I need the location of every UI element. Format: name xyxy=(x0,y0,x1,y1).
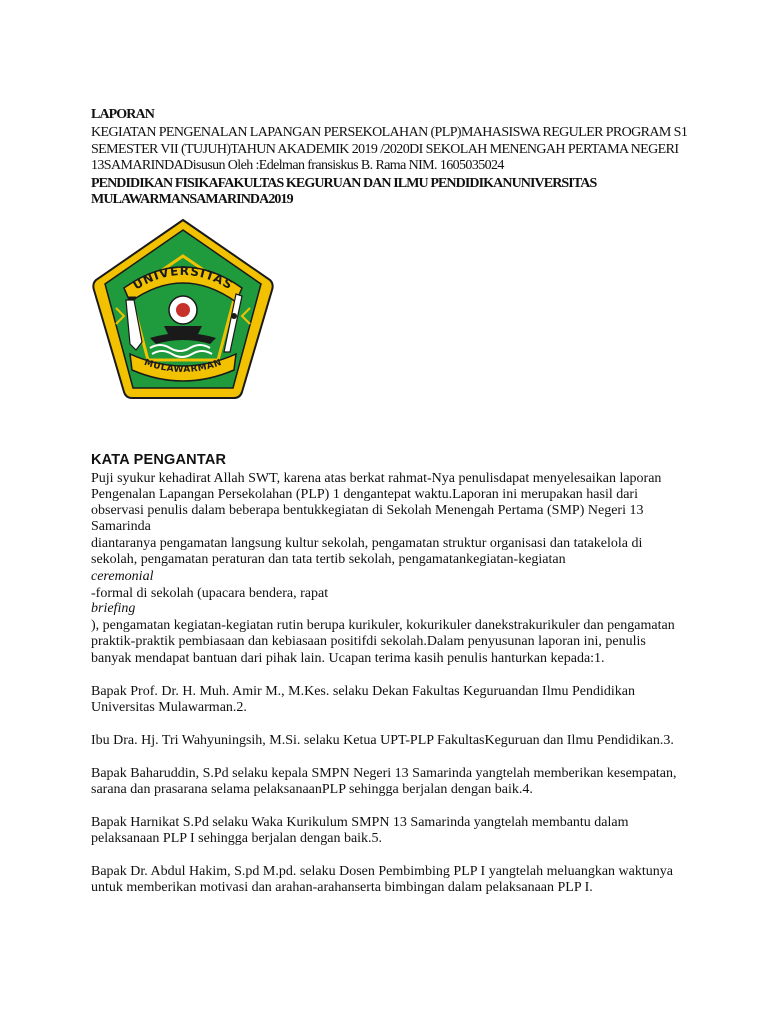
report-subtitle-line-1: KEGIATAN PENGENALAN LAPANGAN PERSEKOLAHAN (PLP)MAHASISWA REGULER PROGRAM S1 xyxy=(91,125,688,140)
body-line-italic: ceremonial xyxy=(91,569,154,584)
body-line: banyak mendapat bantuan dari pihak lain. Ucapan terima kasih penulis hanturkan kepada:1. xyxy=(91,651,605,666)
body-line: Ibu Dra. Hj. Tri Wahyuningsih, M.Si. selaku Ketua UPT-PLP FakultasKeguruan dan Ilmu Pendidikan.3. xyxy=(91,733,674,748)
body-line: Bapak Harnikat S.Pd selaku Waka Kurikulum SMPN 13 Samarinda yangtelah membantu dalam xyxy=(91,815,629,830)
body-line: -formal di sekolah (upacara bendera, rapat xyxy=(91,586,329,601)
body-line: Universitas Mulawarman.2. xyxy=(91,700,247,715)
report-faculty-line-1: PENDIDIKAN FISIKAFAKULTAS KEGURUAN DAN ILMU PENDIDIKANUNIVERSITAS xyxy=(91,176,597,191)
body-line: pelaksanaan PLP I sehingga berjalan dengan baik.5. xyxy=(91,831,383,846)
report-title: LAPORAN xyxy=(91,107,154,122)
body-line: Puji syukur kehadirat Allah SWT, karena atas berkat rahmat-Nya penulisdapat menyelesaikan laporan xyxy=(91,471,662,486)
report-subtitle-line-2: SEMESTER VII (TUJUH)TAHUN AKADEMIK 2019 /2020DI SEKOLAH MENENGAH PERTAMA NEGERI xyxy=(91,142,679,157)
body-line: Bapak Prof. Dr. H. Muh. Amir M., M.Kes. selaku Dekan Fakultas Keguruandan Ilmu Pendidikan xyxy=(91,684,635,699)
body-line: ), pengamatan kegiatan-kegiatan rutin berupa kurikuler, kokurikuler danekstrakurikuler dan pengamatan xyxy=(91,618,675,633)
body-line: untuk memberikan motivasi dan arahan-arahanserta bimbingan dalam pelaksanaan PLP I. xyxy=(91,880,593,895)
body-line: sekolah, pengamatan peraturan dan tata tertib sekolah, pengamatankegiatan-kegiatan xyxy=(91,552,566,567)
body-line-italic: briefing xyxy=(91,601,136,616)
university-logo xyxy=(90,216,276,412)
body-line: praktik-praktik pembiasaan dan kebiasaan positifdi sekolah.Dalam penyusunan laporan ini, penulis xyxy=(91,634,646,649)
body-line: Bapak Baharuddin, S.Pd selaku kepala SMPN Negeri 13 Samarinda yangtelah memberikan kesempatan, xyxy=(91,766,677,781)
body-line: diantaranya pengamatan langsung kultur sekolah, pengamatan struktur organisasi dan tatakelola di xyxy=(91,536,643,551)
report-faculty-line-2: MULAWARMANSAMARINDA2019 xyxy=(91,192,293,207)
section-heading: KATA PENGANTAR xyxy=(91,452,227,468)
logo-bottom-text: MULAWARMAN xyxy=(142,357,224,376)
report-author-line: 13SAMARINDADisusun Oleh :Edelman fransiskus B. Rama NIM. 1605035024 xyxy=(91,158,504,173)
body-line: Samarinda xyxy=(91,519,151,534)
body-line: observasi penulis dalam beberapa bentukkegiatan di Sekolah Menengah Pertama (SMP) Negeri 13 xyxy=(91,503,644,518)
body-line: Pengenalan Lapangan Persekolahan (PLP) 1 dengantepat waktu.Laporan ini merupakan hasil dari xyxy=(91,487,638,502)
body-line: sarana dan prasarana selama pelaksanaanPLP sehingga berjalan dengan baik.4. xyxy=(91,782,533,797)
logo-top-text: UNIVERSITAS xyxy=(130,263,236,293)
body-line: Bapak Dr. Abdul Hakim, S.pd M.pd. selaku Dosen Pembimbing PLP I yangtelah meluangkan waktunya xyxy=(91,864,673,879)
